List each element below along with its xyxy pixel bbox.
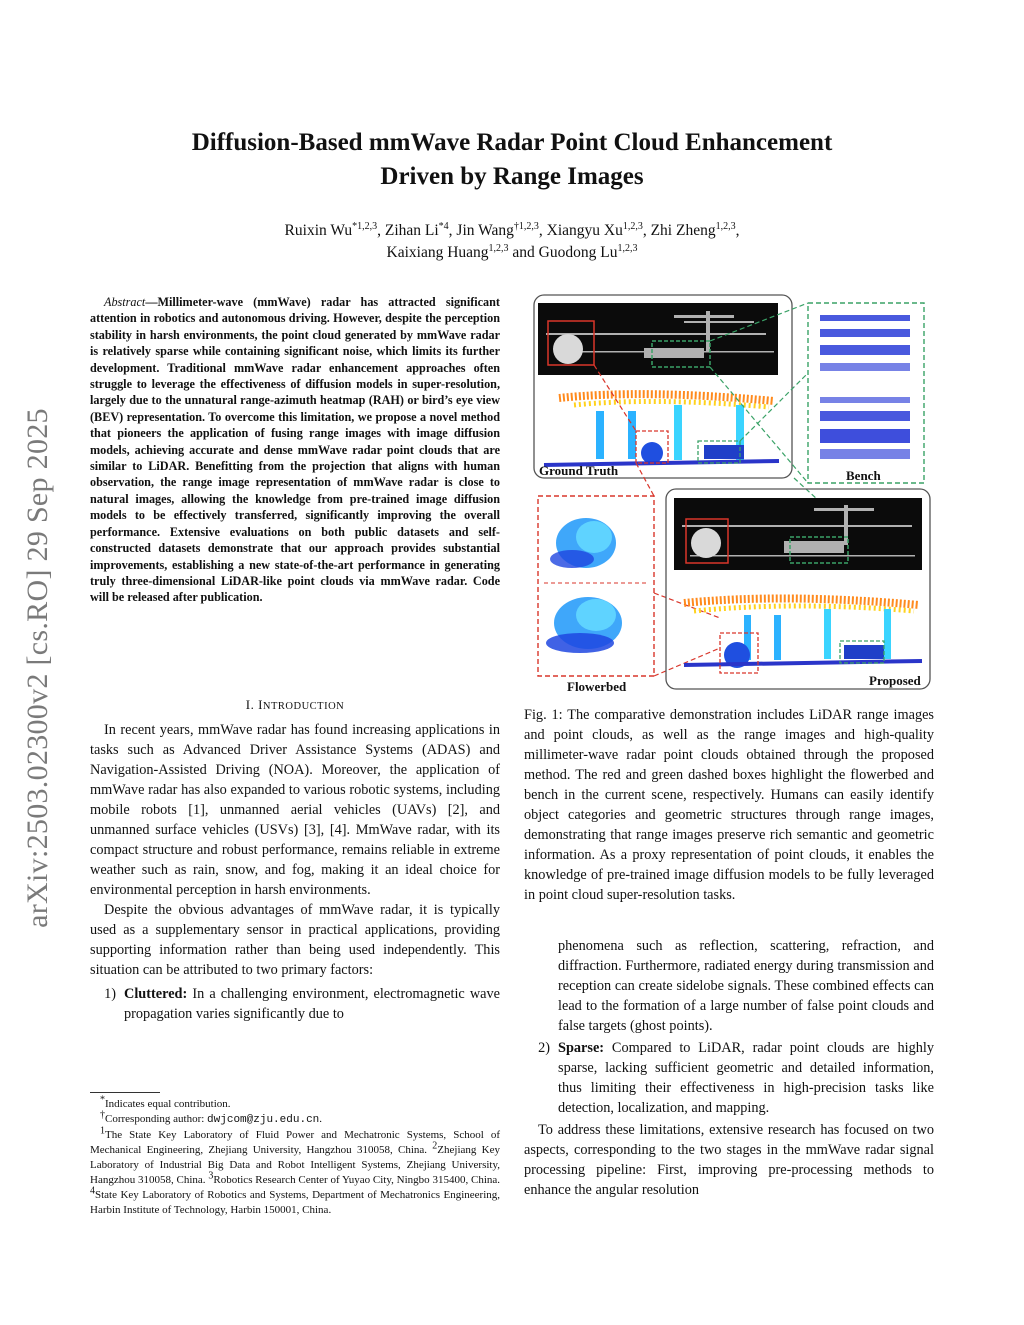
list-number: 1): [104, 986, 116, 1002]
footnote-text: Robotics Research Center of Yuyao City, Ningbo 315400, China.: [213, 1174, 501, 1186]
footnote-mark: †: [100, 1109, 105, 1121]
footnote-mark: 4: [90, 1185, 95, 1197]
flowerbed-points-top: [550, 518, 616, 568]
footnote-text: The State Key Laboratory of Fluid Power and Mechatronic Systems, School of Mechanical Engineering, Zhejiang University, Hangzhou 310058, China.: [90, 1129, 500, 1156]
author-name: Zihan Li: [384, 222, 439, 239]
label-bench: Bench: [846, 468, 881, 483]
title-line-1: Diffusion-Based mmWave Radar Point Cloud Enhancement: [191, 129, 833, 156]
author-affiliation: *1,2,3: [352, 220, 378, 232]
intro-right-column: [524, 936, 934, 1200]
figure-1: [524, 293, 934, 695]
flowerbed-points-bottom: [546, 597, 622, 653]
author-name: Jin Wang: [456, 222, 514, 239]
section-title-initial: I: [258, 697, 263, 712]
abstract-label: Abstract: [104, 295, 146, 309]
author-affiliation: 1,2,3: [622, 220, 643, 232]
author-affiliation: 1,2,3: [488, 242, 509, 254]
label-proposed: Proposed: [869, 673, 921, 688]
author-affiliation: *4: [438, 220, 449, 232]
section-title-rest: NTRODUCTION: [262, 701, 345, 712]
abstract: [90, 294, 500, 606]
author-affiliation: 1,2,3: [715, 220, 736, 232]
author-name: Xiangyu Xu: [546, 222, 623, 239]
footnote-text: .: [319, 1113, 323, 1125]
author-affiliation: †1,2,3: [513, 220, 539, 232]
proposed-point-cloud: [684, 598, 922, 668]
footnote-mark: 2: [432, 1140, 438, 1152]
list-number: 2): [538, 1040, 550, 1056]
label-ground-truth: Ground Truth: [539, 463, 619, 478]
caption-label: Fig. 1:: [524, 707, 563, 723]
list-item-heading: Cluttered:: [124, 986, 188, 1002]
footnote-text: Zhejiang Key Laboratory of Industrial Big Data and Robot Intelligent Systems, Zhejiang University, Hangzhou 310058, China.: [90, 1144, 500, 1186]
author-conjunction: and: [512, 244, 535, 261]
footnote-mark: 1: [100, 1125, 105, 1137]
intro-paragraph-3: To address these limitations, extensive research has focused on two aspects, corresponding to the two stages in the mmWave radar signal processing pipeline: First, improving pre-processing methods to enhance the angular resolution: [524, 1122, 934, 1198]
list-item-text: In a challenging environment, electromagnetic wave propagation varies significantly due to: [124, 986, 501, 1022]
abstract-dash: —: [145, 295, 158, 309]
footnote-text: State Key Laboratory of Robotics and Systems, Department of Mechatronics Engineering, Harbin Institute of Technology, Harbin 150001, China.: [90, 1189, 500, 1216]
author-affiliation: 1,2,3: [617, 242, 638, 254]
arxiv-side-stamp: [18, 378, 58, 958]
list-item-text: phenomena such as reflection, scattering, refraction, and diffraction. Furthermore, radiated energy during transmission and reception can create sidelobe signals. These combined effects can lead to the formation of a large number of false point clouds and false targets (ghost points).: [558, 938, 934, 1034]
paper-title: [100, 126, 924, 194]
caption-text: The comparative demonstration includes LiDAR range images and point clouds, as well as the range images and high-quality millimeter-wave radar point clouds obtained through the proposed method. The red and green dashed boxes highlight the flowerbed and bench in the current scene, respectively. Humans can easily identify object categories and geometric structures through range images, demonstrating that range images preserve rich semantic and geometric information. As a proxy representation of point clouds, it enables the knowledge of pre-trained image diffusion models to be fully leveraged in point cloud super-resolution tasks.: [524, 707, 934, 903]
flowerbed-blob-range: [553, 334, 583, 364]
footnote-mark: 3: [208, 1170, 214, 1182]
author-name: Ruixin Wu: [284, 222, 353, 239]
intro-paragraph-2: Despite the obvious advantages of mmWave radar, it is typically used as a supplementary sensor in practical applications, providing supporting information rather than being used independently. This situation can be attributed to two primary factors:: [90, 902, 500, 978]
list-item-text: Compared to LiDAR, radar point clouds are highly sparse, lacking sufficient geometric and detailed information, thus limiting their effectiveness in high-precision tasks like detection, localization, and mapping.: [558, 1040, 934, 1116]
label-flowerbed: Flowerbed: [567, 679, 627, 694]
arxiv-id: arXiv:2503.02300v2 [cs.RO] 29 Sep 2025: [21, 408, 54, 928]
corresponding-email[interactable]: dwjcom@zju.edu.cn: [207, 1114, 320, 1126]
author-list: Ruixin Wu$^{*1,2,3}$, Zihan Li$^{*4}$, Jin Wang$^{\dagger 1,2,3}$, Xiangyu Xu$^{1,2,3}$, Zhi Zheng$^{1,2,3}$, Kaixiang Huang$^{1,2,3}$ and Guodong Lu$^{1,2,3}$: [284, 220, 740, 261]
abstract-text: Millimeter-wave (mmWave) radar has attracted significant attention in robotics and autonomous driving. However, despite the perception stability in harsh environments, the point cloud generated by mmWave radar is relatively sparse while containing significant noise, which limits its further development. Traditional mmWave radar enhancement approaches often struggle to leverage the effectiveness of diffusion models in super-resolution, largely due to the unnatural range-azimuth heatmap (RAH) or bird’s eye view (BEV) representation. To overcome this limitation, we propose a novel method that pioneers the application of fusing range images with image diffusion models, achieving accurate and dense mmWave radar point clouds that are similar to LiDAR. Benefitting from the projection that aligns with human observation, the range image representation of mmWave radar is close to natural images, allowing the knowledge from pre-trained image diffusion models to be effectively transferred, significantly improving the overall performance. Extensive evaluations on both public datasets and self-constructed datasets demonstrate that our approach provides substantial improvements, establishing a new state-of-the-art performance in generating truly three-dimensional LiDAR-like point clouds via mmWave radar. Code will be released after publication.: [90, 295, 500, 605]
intro-left-column: [90, 720, 500, 1024]
title-line-2: Driven by Range Images: [380, 163, 644, 190]
footnote-mark: *: [100, 1094, 105, 1106]
bench-points-bottom: [820, 397, 910, 459]
figure-caption: [524, 705, 934, 905]
section-heading: [90, 697, 500, 713]
author-name: Guodong Lu: [538, 244, 618, 261]
author-name: Kaixiang Huang: [386, 244, 489, 261]
footnote-text: Indicates equal contribution.: [105, 1098, 231, 1110]
list-item-sparse: [524, 1038, 934, 1118]
lidar-point-cloud: [544, 394, 779, 465]
list-item-cluttered-continued: [524, 936, 934, 1036]
footnote-text: Corresponding author:: [105, 1113, 208, 1125]
footnote-rule: [90, 1092, 160, 1093]
author-name: Zhi Zheng: [650, 222, 716, 239]
list-item-cluttered: [90, 984, 500, 1024]
footnotes: [90, 1094, 501, 1218]
intro-paragraph-1: In recent years, mmWave radar has found increasing applications in tasks such as Advanced Driver Assistance Systems (ADAS) and Navigation-Assisted Driving (NOA). Moreover, the application of mmWave radar has also expanded to various robotic systems, including mobile robots [1], unmanned aerial vehicles (UAVs) [2], and unmanned surface vehicles (USVs) [3], [4]. MmWave radar, with its compact structure and robust performance, remains reliable in extreme weather such as rain, snow, and fog, making it an ideal choice for environmental perception in harsh environments.: [90, 722, 500, 898]
list-item-heading: Sparse:: [558, 1040, 605, 1056]
section-number: I.: [245, 697, 259, 712]
